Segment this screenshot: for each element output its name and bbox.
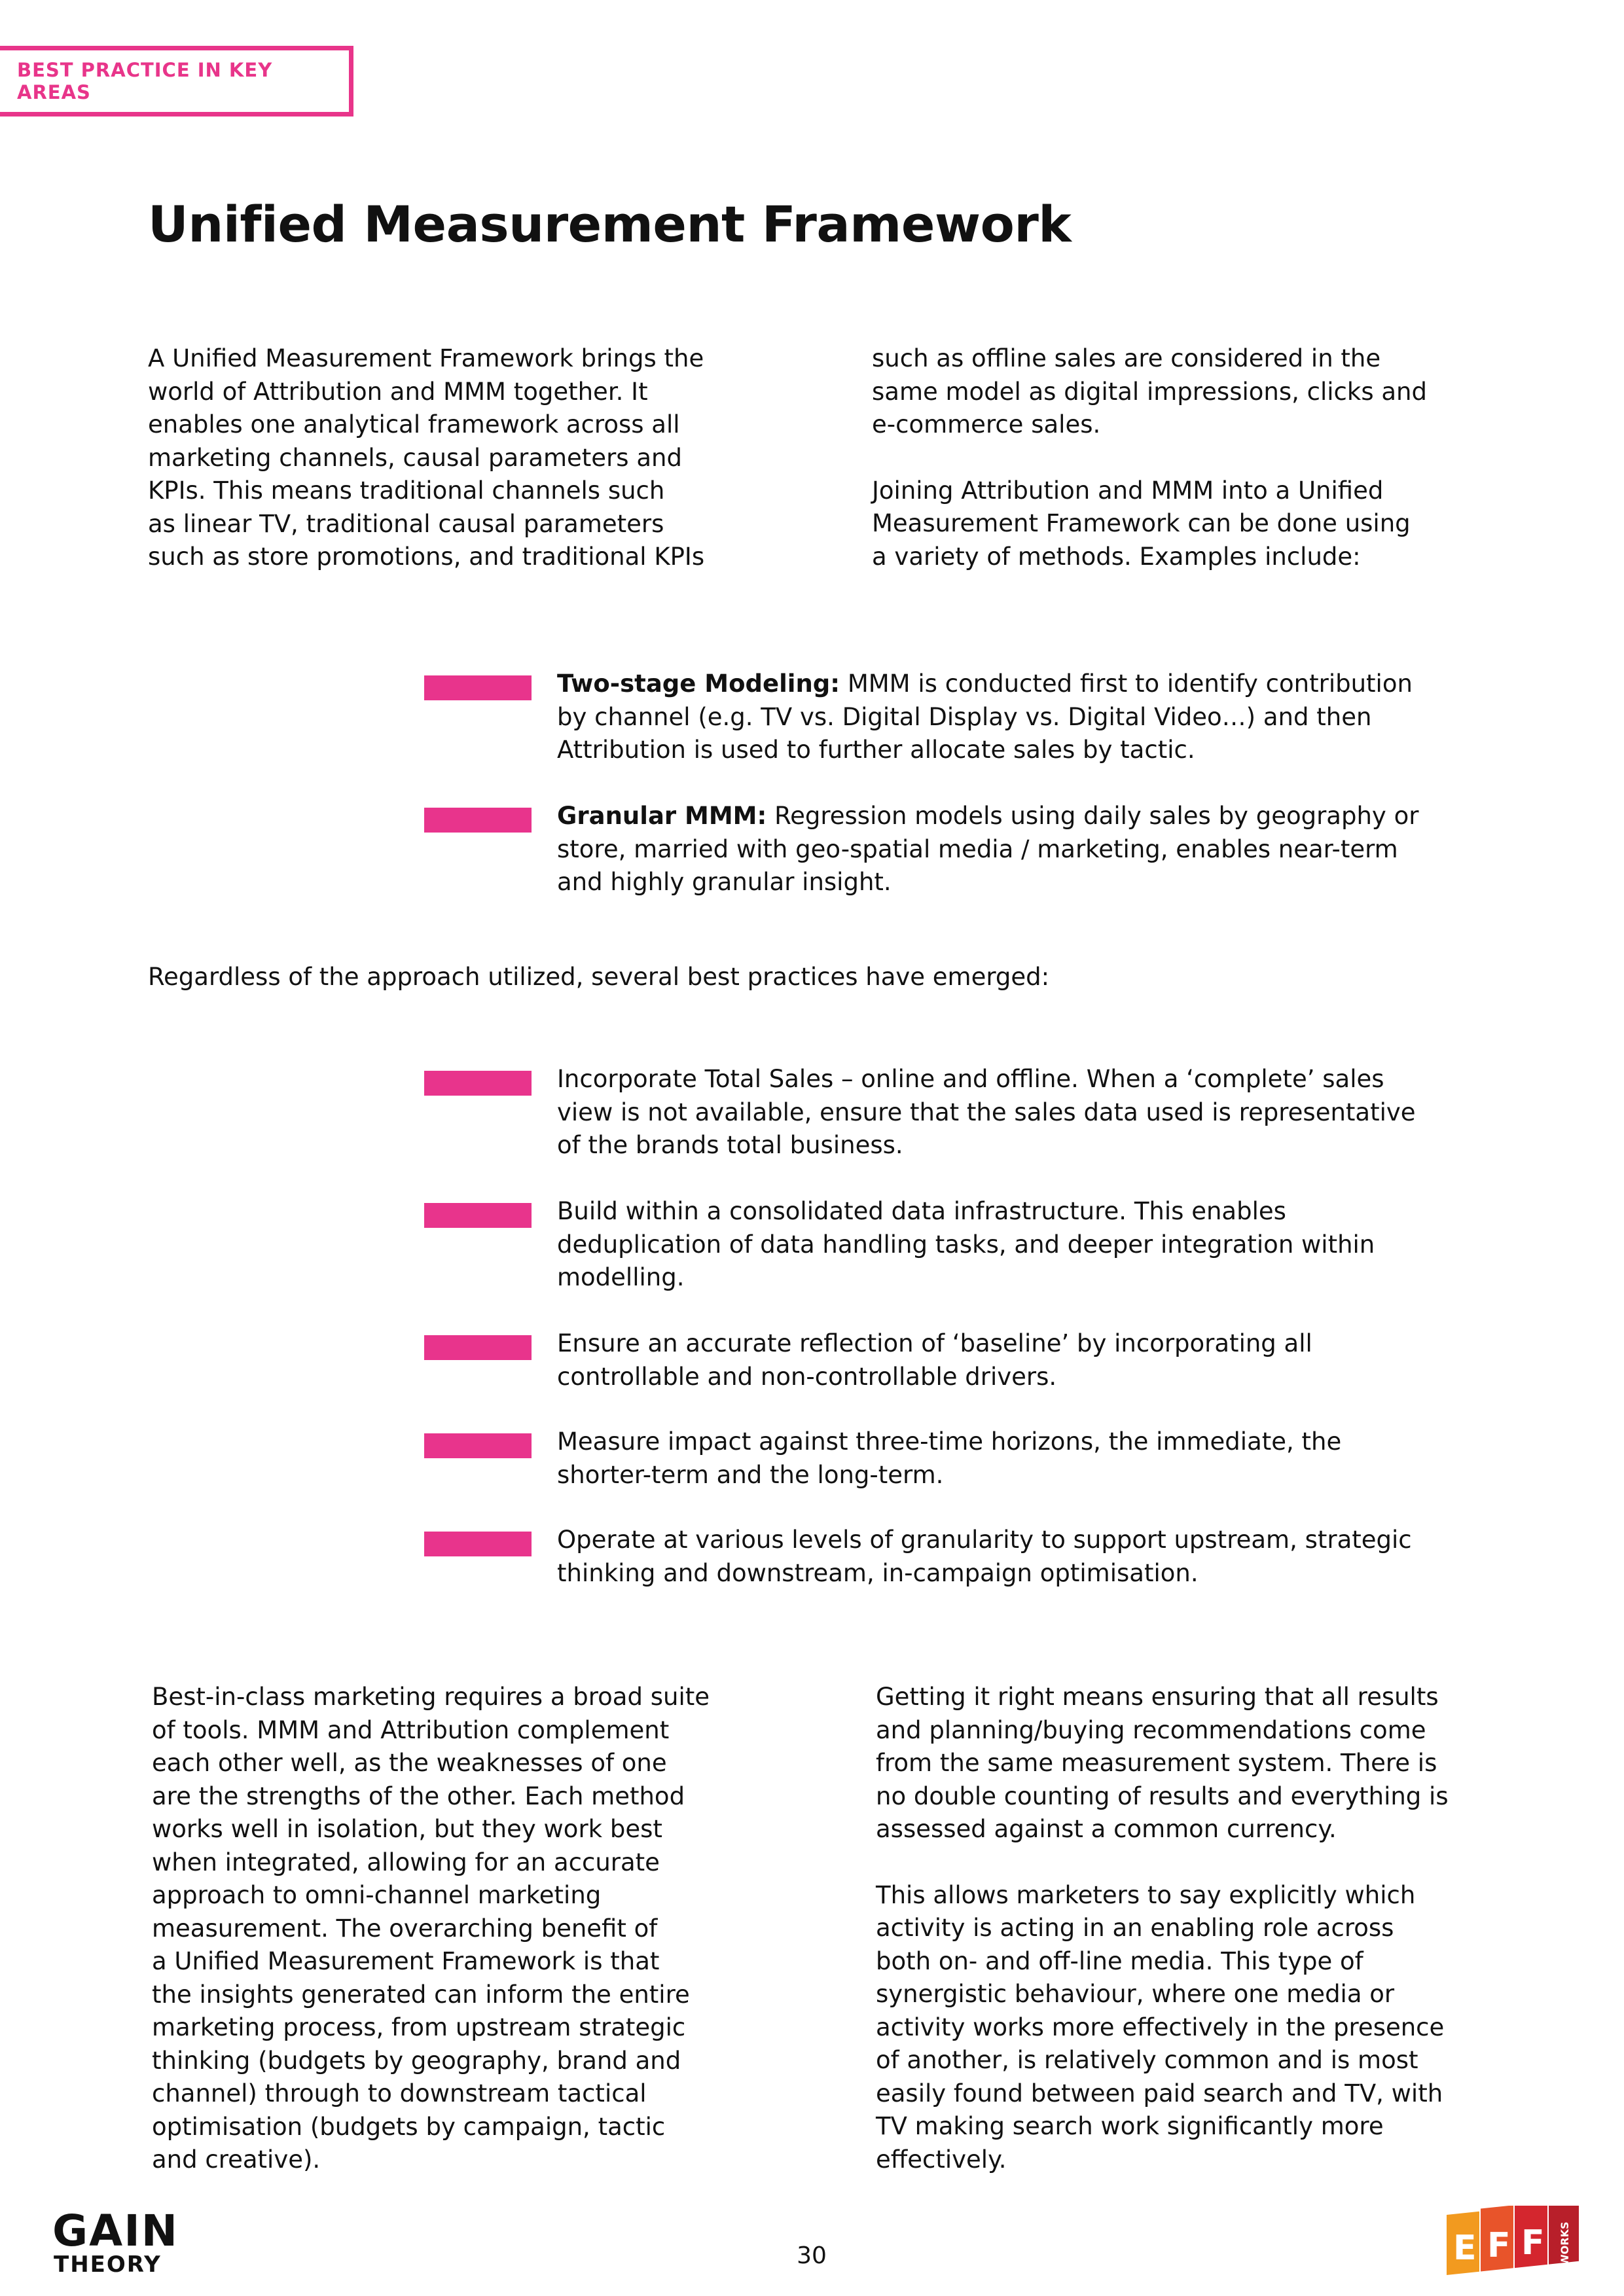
effie-letter-1: E [1453, 2229, 1477, 2268]
intro-column-right [872, 342, 1474, 573]
closing-column-left [152, 1681, 754, 2177]
pink-bullet-bar [424, 1433, 532, 1458]
closing-paragraph-right-2: This allows marketers to say explicitly which activity is acting in an enabling role across both on- and off-line media. This type of synergistic behaviour, where one media or activity works more effectively in the presence of another, is relatively common and is most easily found between paid search and TV, with TV making search work significantly more effectively. [876, 1880, 1445, 2174]
method-text [557, 668, 1487, 767]
practice-text: Incorporate Total Sales – online and offline. When a ‘complete’ sales view is not available, ensure that the sales data used is representative of the brands total business. [557, 1065, 1416, 1159]
practice-text: Ensure an accurate reflection of ‘baseline’ by incorporating all controllable and non-controllable drivers. [557, 1329, 1312, 1391]
effie-letter-2: F [1487, 2226, 1511, 2265]
method-label: Two-stage Modeling: [557, 670, 840, 698]
practice-text: Measure impact against three-time horizons, the immediate, the shorter-term and the long-term. [557, 1427, 1342, 1489]
pink-bullet-bar [424, 1532, 532, 1556]
page-number: 30 [797, 2242, 827, 2269]
pink-bullet-bar [424, 1335, 532, 1360]
method-description: Regression models using daily sales by geography or store, married with geo-spatial media / marketing, enables near-term and highly granular insight. [557, 802, 1419, 896]
method-description: MMM is conducted first to identify contribution by channel (e.g. TV vs. Digital Display vs. Digital Video…) and then Attribution is used to further allocate sales by tactic. [557, 670, 1413, 764]
method-label: Granular MMM: [557, 802, 767, 830]
section-tag [0, 46, 353, 117]
closing-paragraph-left: Best-in-class marketing requires a broad suite of tools. MMM and Attribution complement each other well, as the weaknesses of one are the strengths of the other. Each method works well in isolation, but they work best when integrated, allowing for an accurate approach to omni-channel marketing measurement. The overarching benefit of a Unified Measurement Framework is that the insights generated can inform the entire marketing process, from upstream strategic thinking (budgets by geography, brand and channel) through to downstream tactical optimisation (budgets by campaign, tactic and creative). [152, 1683, 710, 2174]
pink-bullet-bar [424, 1071, 532, 1096]
intro-paragraph-left: A Unified Measurement Framework brings the world of Attribution and MMM together. It enables one analytical framework across all marketing channels, causal parameters and KPIs. This means traditional channels such as linear TV, traditional causal parameters such as store promotions, and traditional KPIs [148, 344, 705, 571]
practices-intro: Regardless of the approach utilized, several best practices have emerged: [148, 963, 1050, 991]
logo-line-theory: THEORY [54, 2251, 162, 2278]
gain-theory-logo [52, 2206, 183, 2278]
effie-works-text: WORKS [1559, 2221, 1571, 2266]
intro-paragraph-right-1: such as offline sales are considered in the same model as digital impressions, clicks and e-commerce sales. [872, 344, 1427, 439]
page-title: Unified Measurement Framework [148, 195, 1072, 253]
practice-text: Build within a consolidated data infrastructure. This enables deduplication of data handling tasks, and deeper integration within modelling. [557, 1197, 1375, 1291]
practice-text: Operate at various levels of granularity to support upstream, strategic thinking and downstream, in-campaign optimisation. [557, 1526, 1412, 1587]
intro-column-left [148, 342, 750, 574]
closing-paragraph-right-1: Getting it right means ensuring that all results and planning/buying recommendations come from the same measurement system. There is no double counting of results and everything is assessed against a common currency. [876, 1683, 1449, 1843]
pink-bullet-bar [424, 808, 532, 833]
method-text [557, 800, 1487, 899]
logo-line-gain: GAIN [52, 2206, 179, 2256]
section-tag-label: BEST PRACTICE IN KEY AREAS [17, 59, 273, 103]
pink-bullet-bar [424, 675, 532, 700]
intro-paragraph-right-2: Joining Attribution and MMM into a Unified Measurement Framework can be done using a variety of methods. Examples include: [872, 476, 1411, 571]
effie-works-logo [1447, 2206, 1584, 2283]
closing-column-right [876, 1681, 1504, 2176]
pink-bullet-bar [424, 1203, 532, 1228]
effie-letter-3: F [1521, 2223, 1545, 2263]
